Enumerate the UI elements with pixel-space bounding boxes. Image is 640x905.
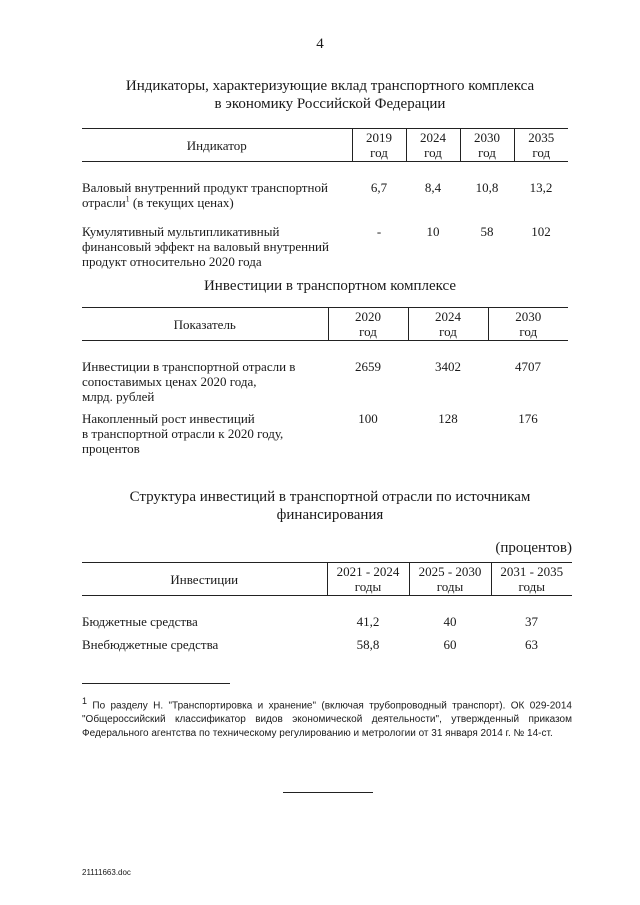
value-cell: 41,2 [356, 614, 380, 629]
value-cell: 100 [358, 411, 378, 426]
indicator-header: Индикатор [82, 129, 352, 162]
year-header-2030: 2030 год [488, 308, 568, 341]
value-cell: 6,7 [370, 180, 388, 195]
year-header-2035: 2035 год [514, 129, 568, 162]
section1-title [60, 77, 600, 113]
investments-header: Инвестиции [82, 563, 327, 596]
value-cell: 40 [443, 614, 457, 629]
row-label: Кумулятивный мультипликативный финансовый эффект на валовый внутренний продукт относительно 2020 года [82, 224, 329, 269]
footnote [82, 694, 572, 741]
year-header-2030: 2030 год [460, 129, 514, 162]
table-row [82, 614, 572, 637]
page-number: 4 [316, 36, 324, 52]
period-header-2025-2030: 2025 - 2030 годы [409, 563, 491, 596]
value-cell: 8,4 [424, 180, 442, 195]
year-header-2020: 2020 год [328, 308, 408, 341]
year-header-2019: 2019 год [352, 129, 406, 162]
value-cell: 13,2 [529, 180, 553, 195]
financing-structure-table [82, 562, 572, 652]
financing-header-row [82, 563, 572, 596]
value-cell: 4707 [515, 359, 541, 374]
indicators-header-row [82, 129, 568, 162]
value-cell: 176 [518, 411, 538, 426]
year-header-2024: 2024 год [408, 308, 488, 341]
section3-title-line2: финансирования [276, 507, 384, 523]
value-cell: - [376, 224, 382, 239]
value-cell: 3402 [435, 359, 461, 374]
row-label: Внебюджетные средства [82, 637, 219, 652]
table-row [82, 180, 568, 224]
section3-title [60, 488, 600, 524]
footnote-divider [82, 683, 230, 684]
row-label: Накопленный рост инвестиций в транспортной отрасли к 2020 году, процентов [82, 411, 284, 456]
period-header-2021-2024: 2021 - 2024 годы [327, 563, 409, 596]
row-label: Валовый внутренний продукт транспортной отрасли$^1$ (в текущих ценах) [82, 180, 328, 210]
table-row [82, 359, 568, 411]
period-header-2031-2035: 2031 - 2035 годы [491, 563, 572, 596]
value-cell: 58,8 [356, 637, 380, 652]
footnote-mark: 1 [125, 194, 130, 204]
value-cell: 10 [426, 224, 440, 239]
section3-title-line1: Структура инвестиций в транспортной отрасли по источникам [129, 489, 531, 505]
investments-table [82, 307, 568, 456]
row-label: Бюджетные средства [82, 614, 198, 629]
footnote-text: По разделу Н. "Транспортировка и хранение" (включая трубопроводный транспорт). ОК 029-2014 "Общероссийский классификатор видов экономической деятельности", утвержденный приказом Федерального агентства по техническому регулированию и метрологии от 31 января 2014 г. № 14-ст. [82, 700, 572, 740]
section2-title: Инвестиции в транспортном комплексе [203, 278, 457, 294]
table-row [82, 637, 572, 652]
value-cell: 2659 [355, 359, 381, 374]
value-cell: 128 [438, 411, 458, 426]
value-cell: 102 [531, 224, 551, 239]
unit-label: (процентов) [495, 540, 572, 556]
footnote-number: 1 [82, 696, 88, 706]
row-label: Инвестиции в транспортной отрасли в сопоставимых ценах 2020 года, млрд. рублей [82, 359, 296, 404]
value-cell: 60 [443, 637, 457, 652]
table-row [82, 411, 568, 456]
section1-title-line1: Индикаторы, характеризующие вклад транспортного комплекса [125, 78, 535, 94]
value-cell: 37 [525, 614, 538, 629]
year-header-2024: 2024 год [406, 129, 460, 162]
document-id: 21111663.doc [82, 868, 131, 877]
value-cell: 10,8 [475, 180, 499, 195]
indicator-header: Показатель [82, 308, 328, 341]
indicators-table [82, 128, 568, 269]
end-divider [283, 792, 373, 793]
value-cell: 63 [525, 637, 538, 652]
section1-title-line2: в экономику Российской Федерации [214, 96, 446, 112]
value-cell: 58 [480, 224, 494, 239]
table-row [82, 224, 568, 269]
investments-header-row [82, 308, 568, 341]
